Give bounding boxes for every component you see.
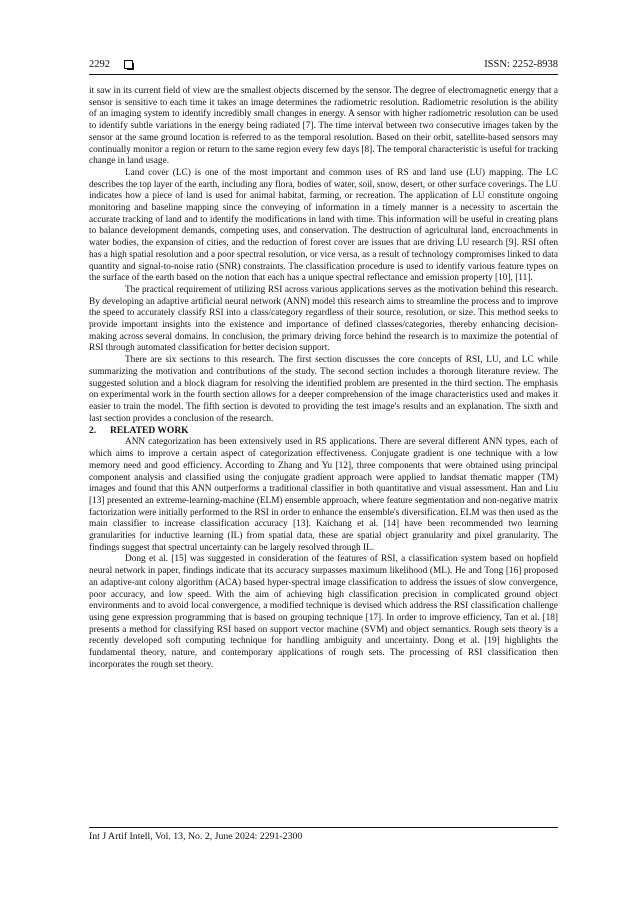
- issn-label: ISSN: 2252-8938: [484, 59, 558, 70]
- footer-rule: [89, 827, 558, 828]
- page-number: 2292: [89, 59, 110, 70]
- section-heading: [89, 425, 558, 437]
- paragraph: The practical requirement of utilizing RSI across various applications serves as the motivation behind this research. By developing an adaptive artificial neural network (ANN) model this research aims to streamline the process and to improve the speed to accurately classify RSI into a class/category regardless of their source, resolution, or size. This method seeks to provide important insights into the existence and importance of defined classes/categories, thereby enhancing decision-making across several domains. In conclusion, the primary driving force behind the research is to maximize the potential of RSI through automated classification for better decision support.: [89, 284, 558, 354]
- paragraph: There are six sections to this research. The first section discusses the core concepts of RSI, LU, and LC while summarizing the motivation and contributions of the study. The second section includes a thorough literature review. The suggested solution and a block diagram for resolving the identified problem are presented in the third section. The emphasis on experimental work in the fourth section allows for a deeper comprehension of the image characteristics used and makes it easier to train the model. The fifth section is devoted to providing the test image's results and an explanation. The sixth and last section provides a conclusion of the research.: [89, 355, 558, 424]
- paragraph: it saw in its current field of view are the smallest objects discerned by the sensor. The degree of electromagnetic energy that a sensor is sensitive to each time it takes an image determines the radiometric resolution. Radiometric resolution is the ability of an imaging system to identify incredibly small changes in energy. A sensor with higher radiometric resolution can be used to identify subtle variations in the energy being radiated [7]. The time interval between two consecutive images taken by the sensor at the same ground location is referred to as the temporal resolution. Based on their orbit, satellite-based sensors may continually monitor a region or return to the same region every few days [8]. The temporal characteristic is useful for tracking change in land usage.: [89, 86, 558, 167]
- paragraph: Dong et al. [15] was suggested in consideration of the features of RSI, a classification system based on hopfield neural network in paper, findings indicate that its accuracy surpasses maximum likelihood (ML). He and Tong [16] proposed an adaptive-ant colony algorithm (ACA) based hyper-spectral image classification to address the issues of slow convergence, poor accuracy, and low speed. With the aim of achieving high classification precision in complicated ground object environments and to avoid local convergence, a modified technique is devised which address the RSI classification challenge using gene expression programming that is based on grouping technique [17]. In order to improve efficiency, Tan et al. [18] presents a method for classifying RSI based on support vector machine (SVM) and object semantics. Rough sets theory is a recently developed soft computing technique for handling ambiguity and uncertainty. Dong et al. [19] highlights the fundamental theory, nature, and contemporary applications of rough sets. The processing of RSI classification then incorporates the rough set theory.: [89, 554, 558, 670]
- page-footer: Int J Artif Intell, Vol. 13, No. 2, June 2024: 2291-2300: [89, 831, 303, 842]
- page-header: [89, 59, 558, 75]
- article-body: [89, 86, 558, 671]
- header-rule: [89, 74, 558, 75]
- section-number: 2.: [89, 426, 97, 437]
- square-icon: [124, 60, 133, 69]
- section-title: RELATED WORK: [110, 426, 189, 437]
- paragraph: Land cover (LC) is one of the most important and common uses of RS and land use (LU) mapping. The LC describes the top layer of the earth, including any flora, bodies of water, soil, snow, desert, or other surface coverings. The LU indicates how a piece of land is used for animal habitat, farming, or recreation. The application of LU constitute ongoing monitoring and baseline mapping since the conveying of information in a timely manner is a necessity to ascertain the accurate tracking of land and to identify the modifications in land with time. This information will be useful in creating plans to balance development demands, competing uses, and conservation. The destruction of agricultural land, encroachments in water bodies, the expansion of cities, and the reduction of forest cover are issues that are driving LU research [9]. RSI often has a high spatial resolution and a poor spectral resolution, or vice versa, as a result of technology compromises linked to data quantity and signal-to-noise ratio (SNR) constraints. The classification procedure is used to identify various feature types on the surface of the earth based on the notion that each has a unique spectral reflectance and emission property [10], [11].: [89, 167, 558, 284]
- paragraph: ANN categorization has been extensively used in RS applications. There are several different ANN types, each of which aims to improve a certain aspect of categorization effectiveness. Conjugate gradient is one technique with a low memory need and good efficiency. According to Zhang and Yu [12], three components that were obtained using principal component analysis and classified using the conjugate gradient approach were applied to landsat thematic mapper (TM) images and found that this ANN outperforms a traditional classifier in both quantitative and visual assessment. Han and Liu [13] presented an extreme-learning-machine (ELM) ensemble approach, where feature segmentation and non-negative matrix factorization were initially performed to the RSI in order to enhance the ensemble's diversification. ELM was then used as the main classifier to increase classification accuracy [13]. Kaichang et al. [14] have been recommended two learning granularities for inductive learning (IL) from spatial data, these are spatial object granularity and pixel granularity. The findings suggest that spectral uncertainty can be largely resolved through IL.: [89, 437, 558, 553]
